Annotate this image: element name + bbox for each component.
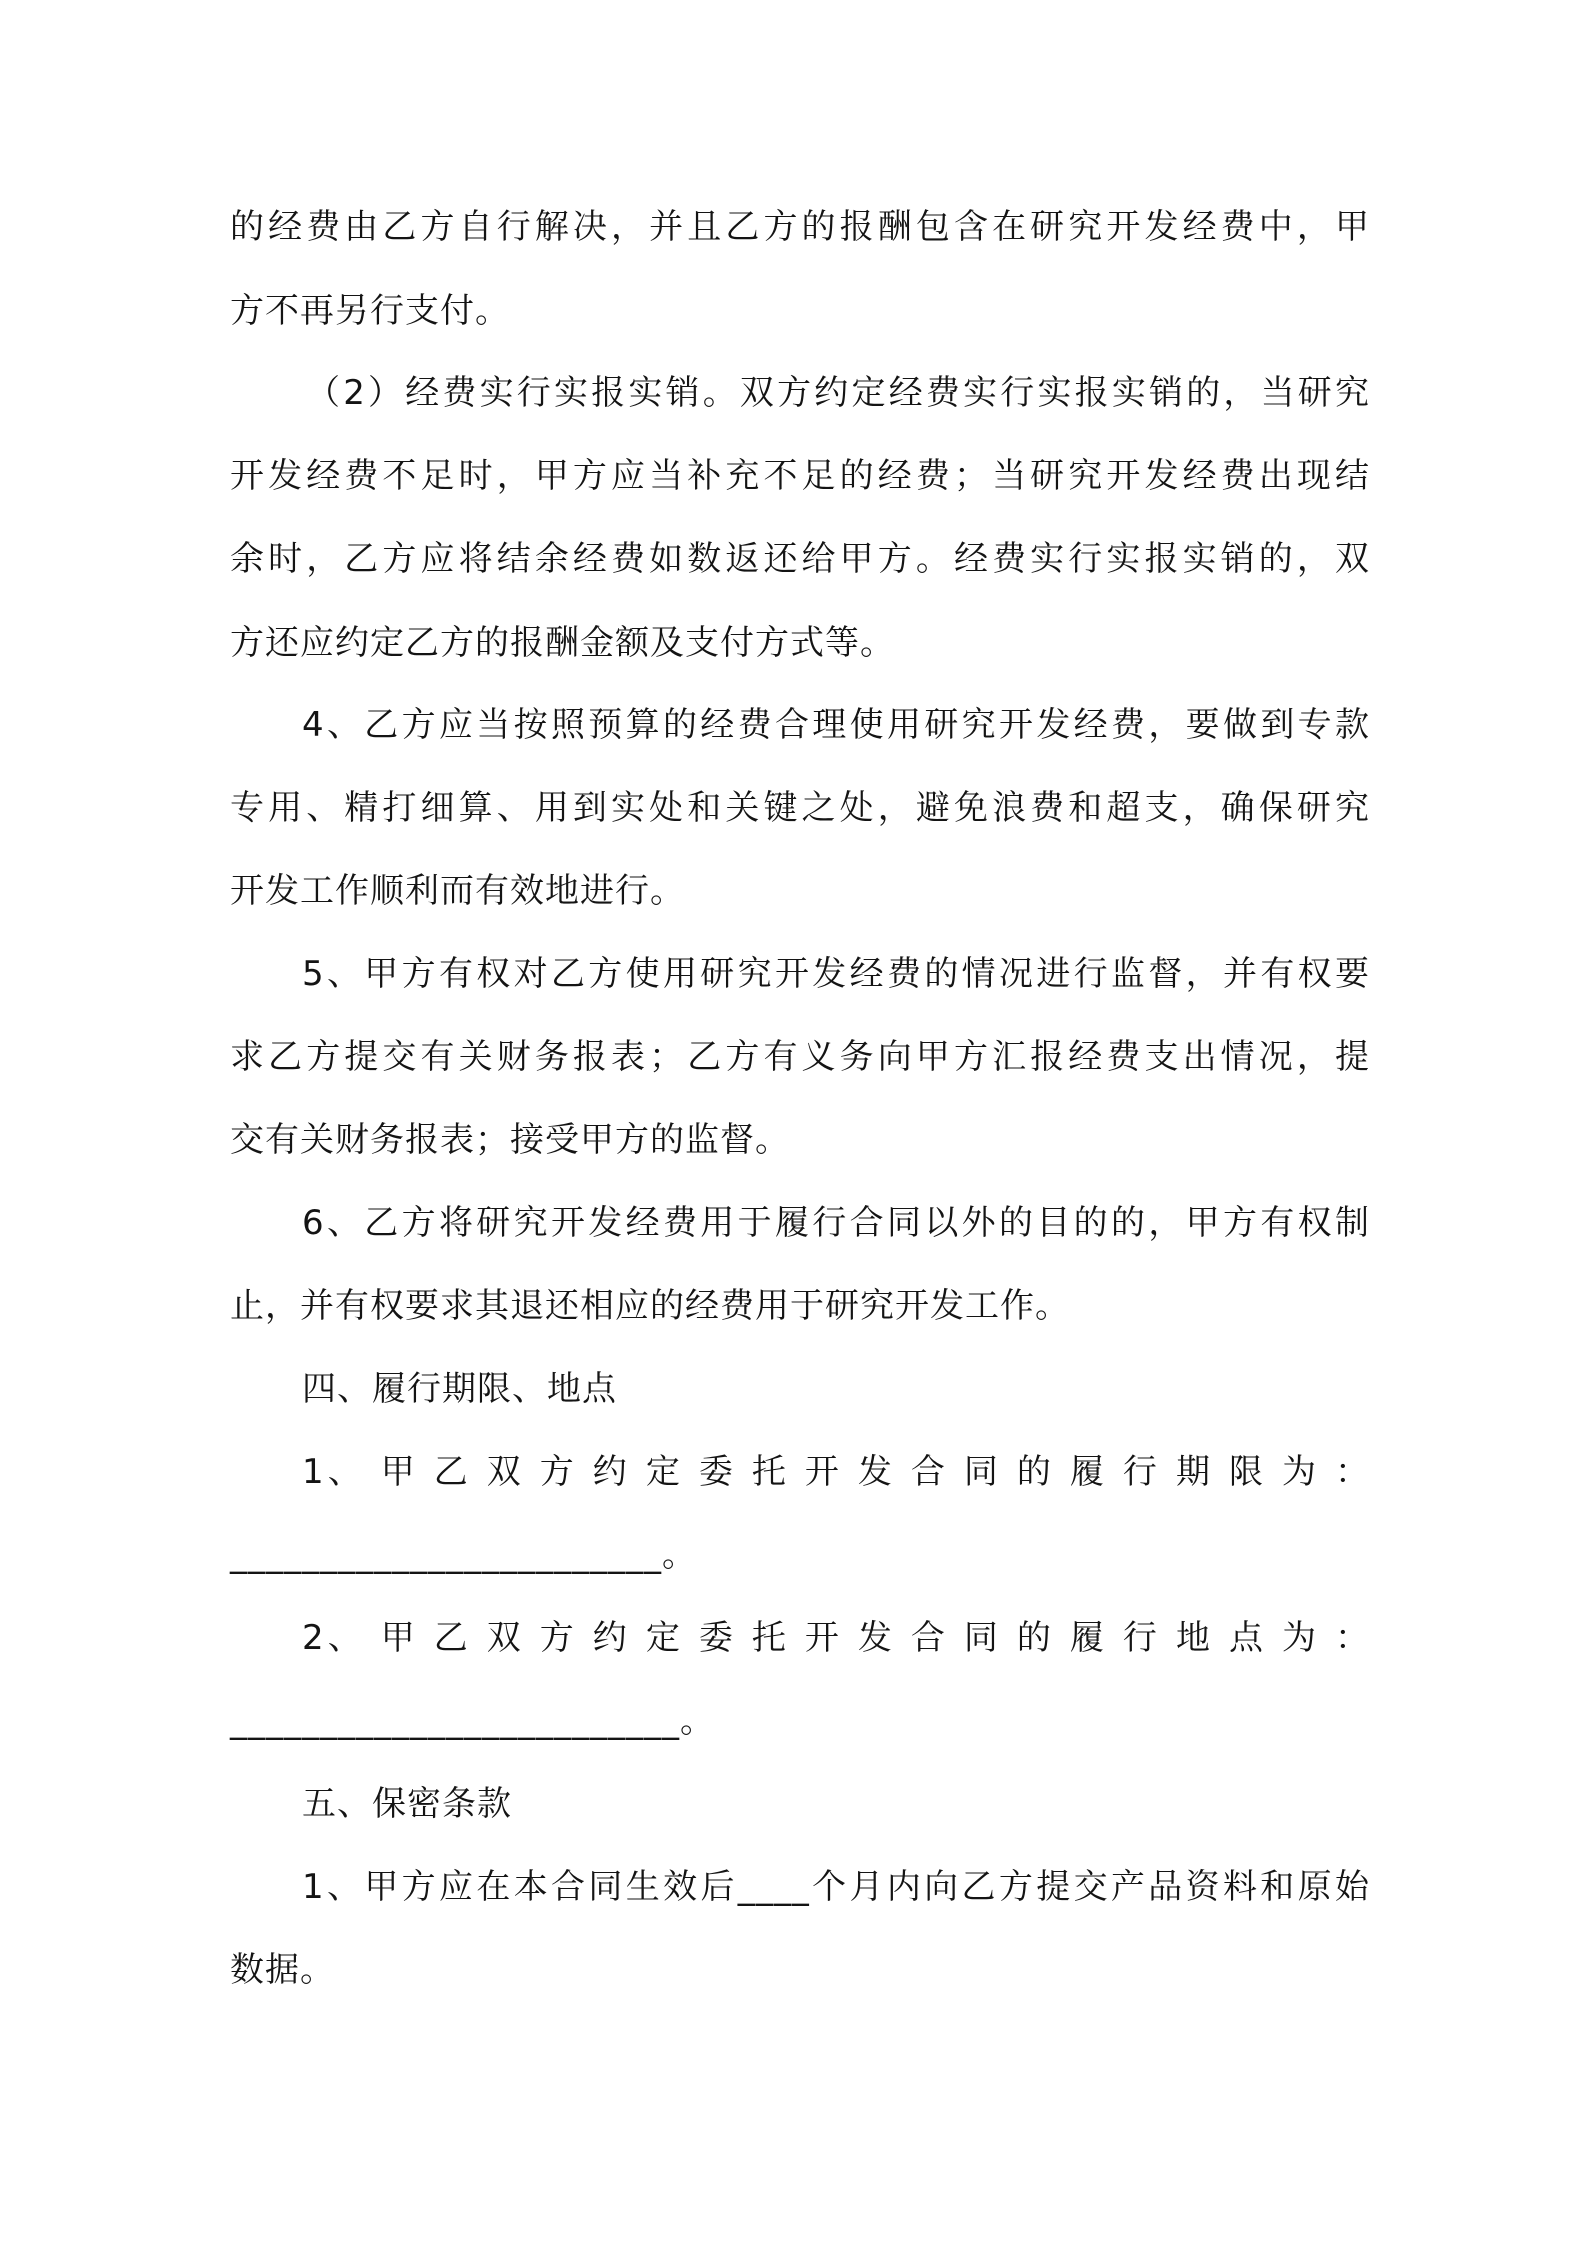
text-line: 1、 甲 乙 双 方 约 定 委 托 开 发 合 同 的 履 行 期 限 为 ： xyxy=(302,1452,1370,1492)
text-line: 4、乙方应当按照预算的经费合理使用研究开发经费，要做到专款 xyxy=(302,705,1370,745)
section-heading: 五、保密条款 xyxy=(302,1784,512,1824)
text-line: 方还应约定乙方的报酬金额及支付方式等。 xyxy=(230,623,895,663)
text-line: 1、甲方应在本合同生效后____个月内向乙方提交产品资料和原始 xyxy=(302,1867,1370,1907)
text-line: 止，并有权要求其退还相应的经费用于研究开发工作。 xyxy=(230,1286,1070,1326)
blank-field-line: _________________________。 xyxy=(230,1701,715,1741)
text-line: 方不再另行支付。 xyxy=(230,291,510,331)
text-line: 开发工作顺利而有效地进行。 xyxy=(230,871,685,911)
text-line: 的经费由乙方自行解决，并且乙方的报酬包含在研究开发经费中，甲 xyxy=(230,207,1370,247)
text-line: 2、 甲 乙 双 方 约 定 委 托 开 发 合 同 的 履 行 地 点 为 ： xyxy=(302,1618,1370,1658)
text-line: （2）经费实行实报实销。双方约定经费实行实报实销的，当研究 xyxy=(306,373,1370,413)
text-line: 数据。 xyxy=(230,1950,335,1990)
section-heading: 四、履行期限、地点 xyxy=(302,1369,617,1409)
text-line: 5、甲方有权对乙方使用研究开发经费的情况进行监督，并有权要 xyxy=(302,954,1370,994)
text-line: 求乙方提交有关财务报表；乙方有义务向甲方汇报经费支出情况，提 xyxy=(230,1037,1370,1077)
text-line: 交有关财务报表；接受甲方的监督。 xyxy=(230,1120,790,1160)
text-line: 专用、精打细算、用到实处和关键之处，避免浪费和超支，确保研究 xyxy=(230,788,1370,828)
text-line: 开发经费不足时，甲方应当补充不足的经费；当研究开发经费出现结 xyxy=(230,456,1370,496)
text-line: 6、乙方将研究开发经费用于履行合同以外的目的的，甲方有权制 xyxy=(302,1203,1370,1243)
blank-field-line: ________________________。 xyxy=(230,1535,697,1575)
text-line: 余时，乙方应将结余经费如数返还给甲方。经费实行实报实销的，双 xyxy=(230,539,1370,579)
